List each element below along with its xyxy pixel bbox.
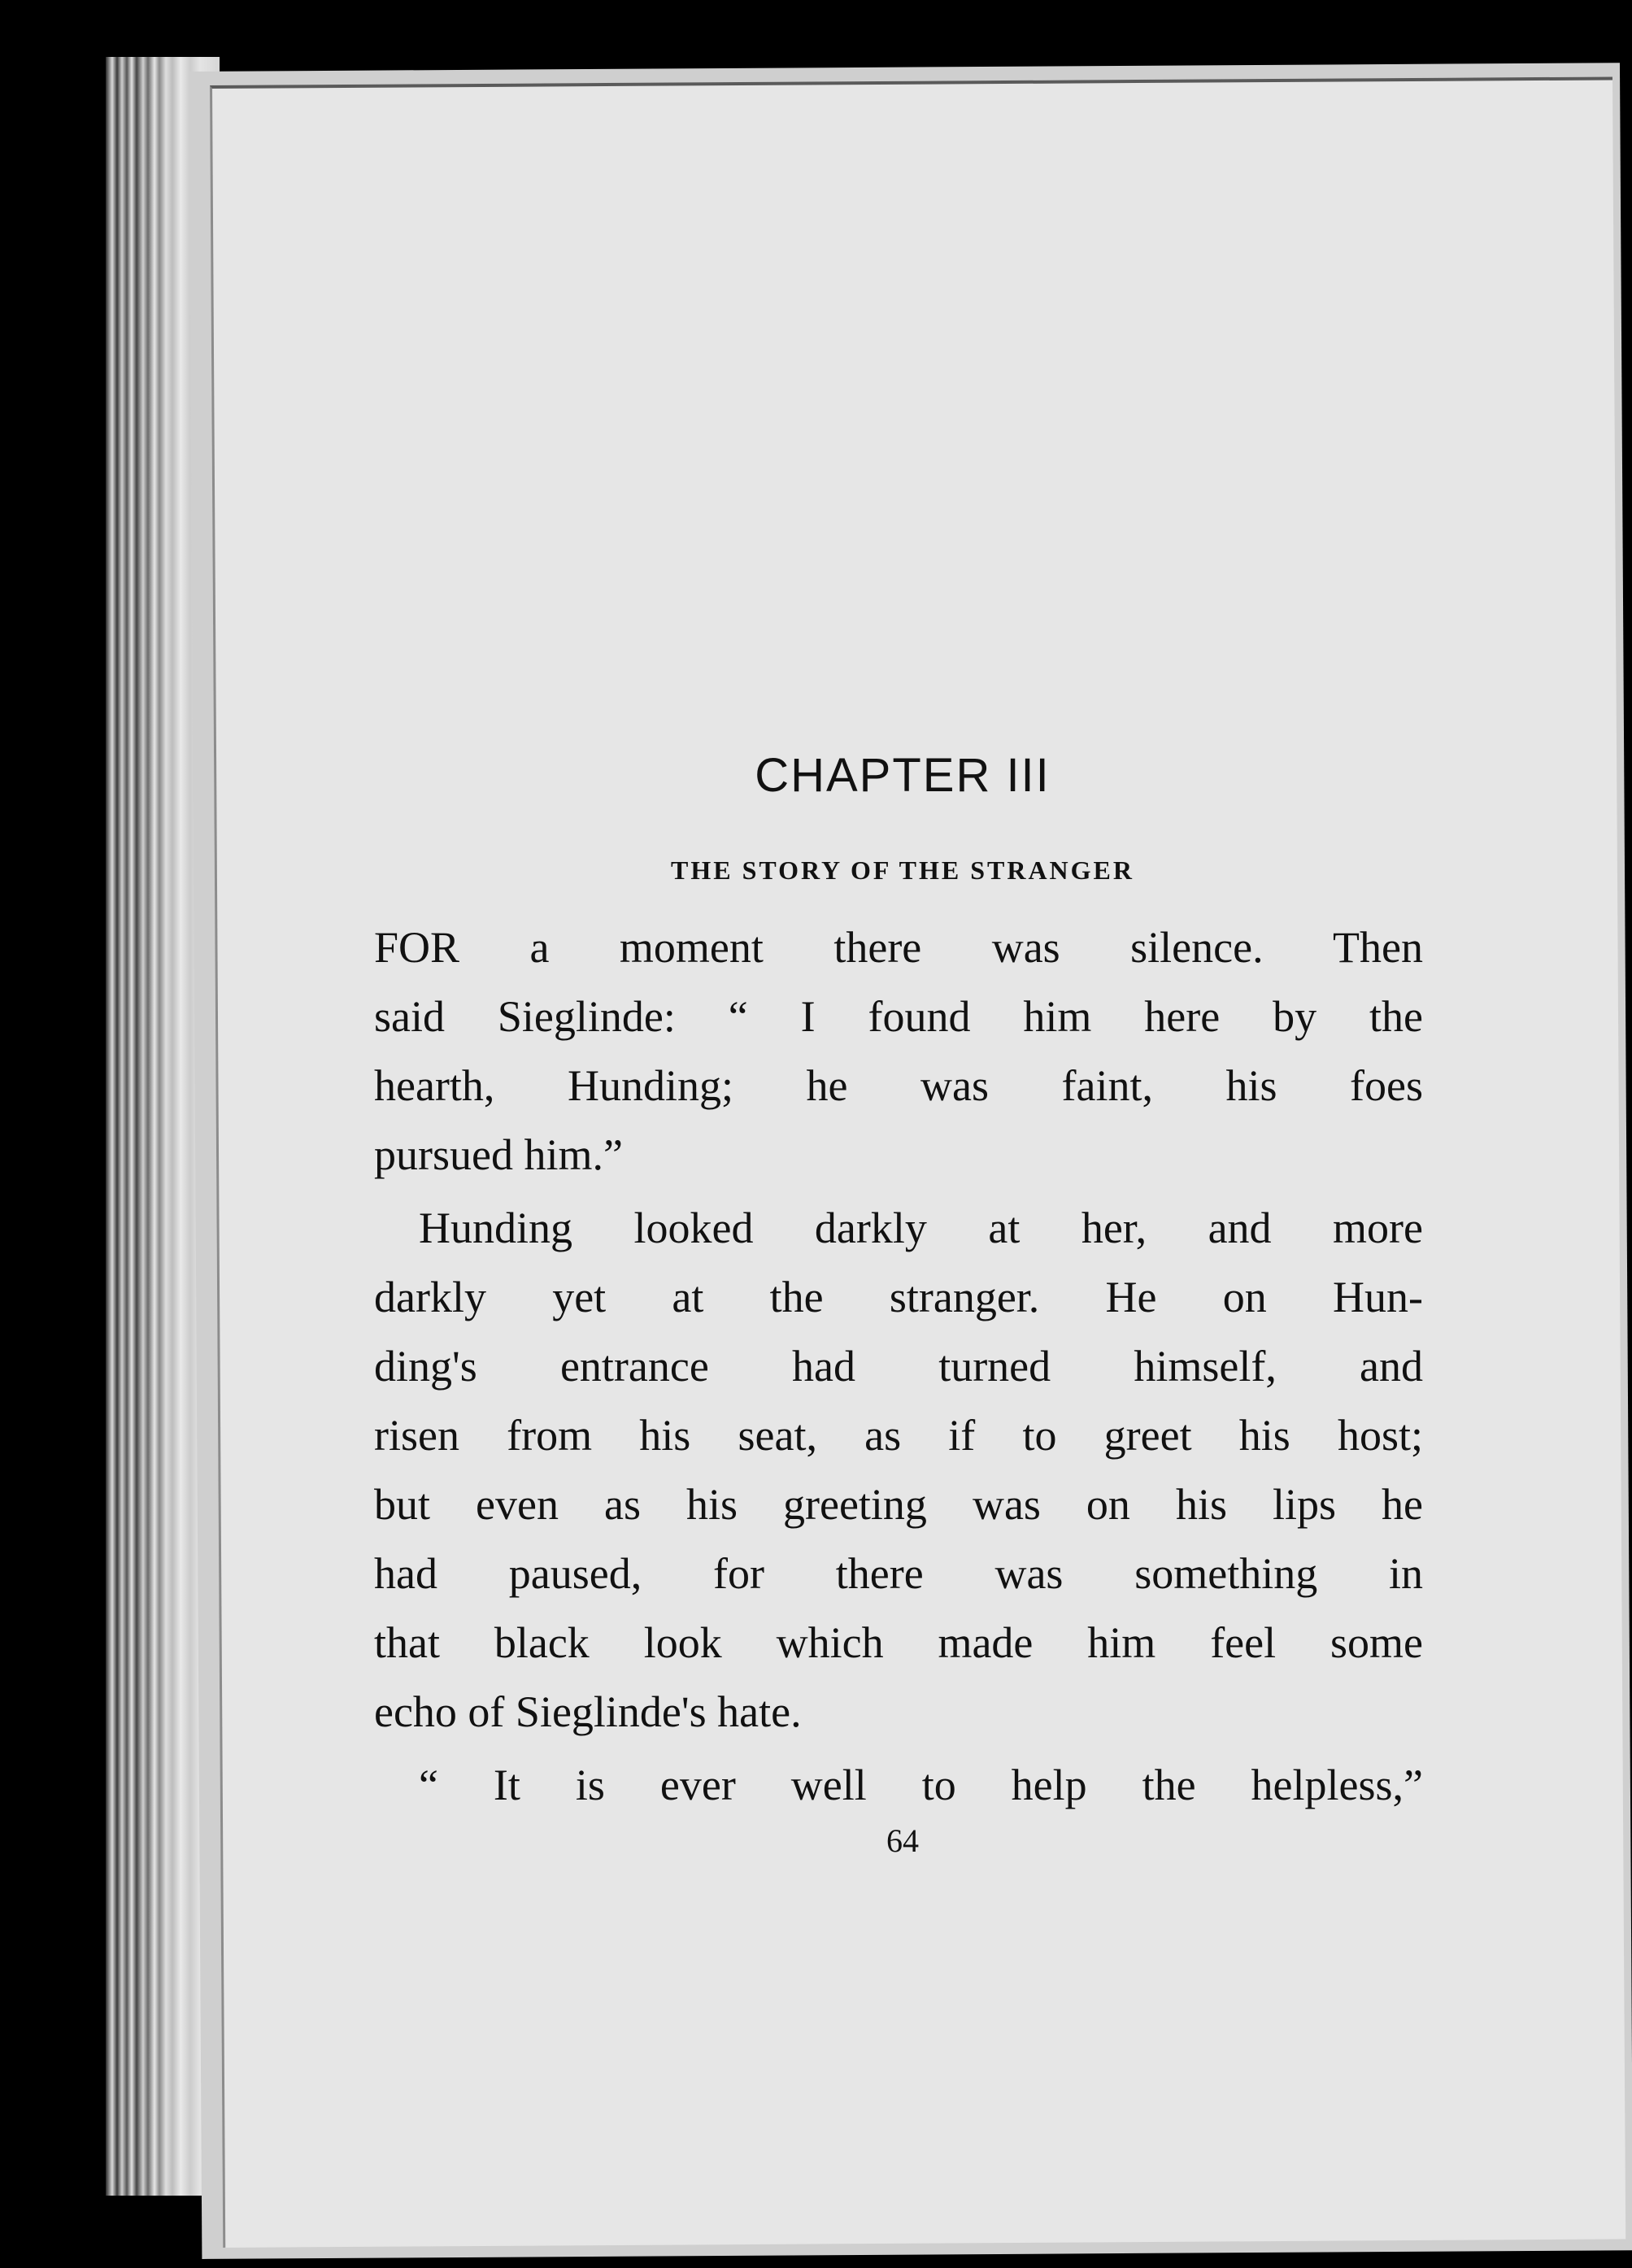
body-line: ding's entrance had turned himself, and bbox=[374, 1342, 1423, 1391]
body-line: Hunding looked darkly at her, and more bbox=[419, 1204, 1423, 1252]
body-line: that black look which made him feel some bbox=[374, 1618, 1423, 1667]
body-line: said Sieglinde: “ I found him here by the bbox=[374, 992, 1423, 1041]
body-line: risen from his seat, as if to greet his host; bbox=[374, 1411, 1423, 1460]
body-line: but even as his greeting was on his lips he bbox=[374, 1480, 1423, 1529]
body-line: echo of Sieglinde's hate. bbox=[374, 1687, 802, 1736]
page-number: 64 bbox=[886, 1822, 919, 1859]
body-line: pursued him.” bbox=[374, 1130, 623, 1179]
chapter-title: THE STORY OF THE STRANGER bbox=[671, 855, 1134, 885]
body-line: darkly yet at the stranger. He on Hun- bbox=[374, 1273, 1423, 1321]
body-line: hearth, Hunding; he was faint, his foes bbox=[374, 1061, 1423, 1110]
body-line: FOR a moment there was silence. Then bbox=[374, 923, 1423, 972]
body-line: “ It is ever well to help the helpless,” bbox=[419, 1761, 1423, 1809]
chapter-heading: CHAPTER III bbox=[755, 749, 1051, 802]
body-line: had paused, for there was something in bbox=[374, 1549, 1423, 1598]
